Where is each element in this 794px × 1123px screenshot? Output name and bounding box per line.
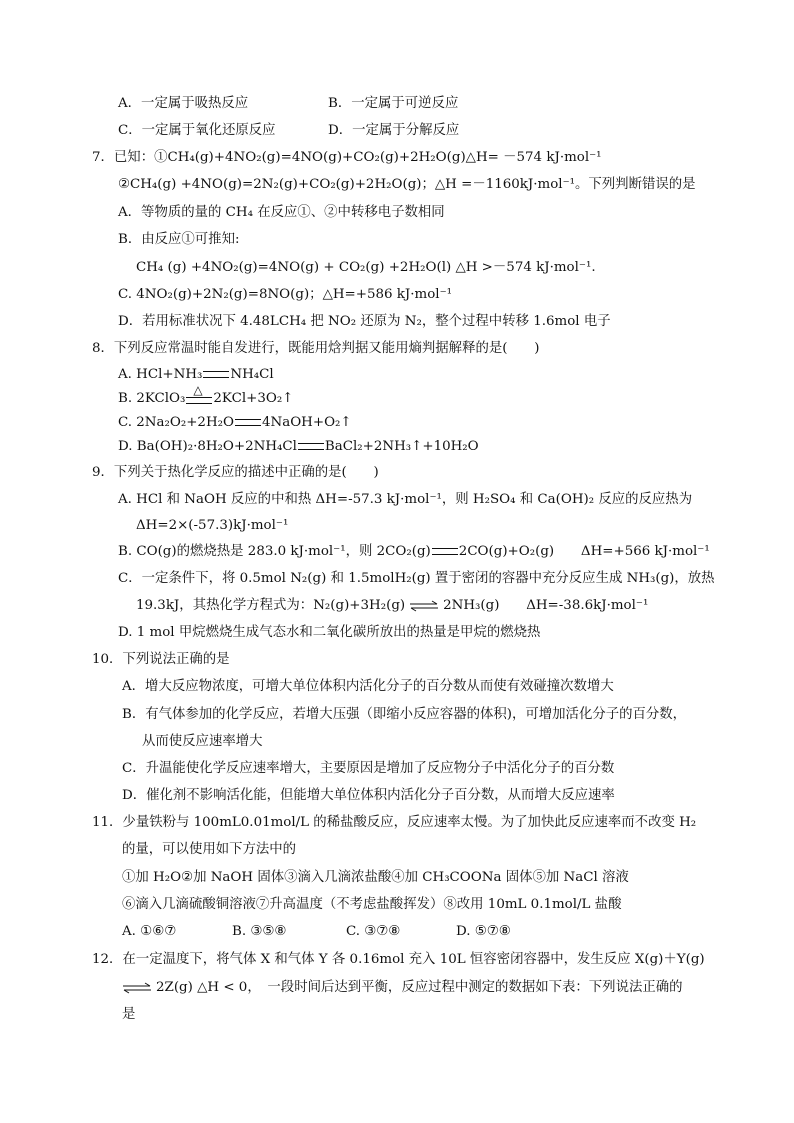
q11-stem: 11．少量铁粉与 100mL0.01mol/L 的稀盐酸反应，反应速率太慢。为了加快此反应速率而不改变 H₂	[92, 815, 697, 830]
q12-stem-2	[122, 979, 683, 997]
q9-option-b-right: 2CO(g)+O₂(g) ΔH=+566 kJ·mol⁻¹	[458, 544, 710, 559]
q8-option-a-left: A. HCl+NH₃	[118, 367, 203, 382]
q12-stem-3: 是	[122, 1007, 136, 1022]
q8-option-d	[118, 438, 479, 456]
q12-stem: 12．在一定温度下，将气体 X 和气体 Y 各 0.16mol 充入 10L 恒容密闭容器中，发生反应 X(g)＋Y(g)	[92, 952, 705, 967]
q11-option-c: C. ③⑦⑧	[346, 924, 401, 939]
q9-option-b	[118, 543, 710, 561]
heat-symbol: △	[193, 383, 203, 397]
equals-sign-icon	[298, 443, 324, 450]
q8-option-c-left: C. 2Na₂O₂+2H₂O	[118, 415, 234, 430]
q10-option-b-2: 从而使反应速率增大	[142, 734, 263, 749]
q9-option-c: C．一定条件下，将 0.5mol N₂(g) 和 1.5molH₂(g) 置于密闭的容器中充分反应生成 NH₃(g)，放热	[118, 571, 715, 586]
q6-option-d: D．一定属于分解反应	[328, 123, 460, 138]
q9-stem: 9．下列关于热化学反应的描述中正确的是( )	[92, 465, 379, 480]
q9-option-a: A. HCl 和 NaOH 反应的中和热 ΔH=-57.3 kJ·mol⁻¹，则 H₂SO₄ 和 Ca(OH)₂ 反应的反应热为	[118, 492, 693, 507]
q7-option-b: B．由反应①可推知:	[118, 232, 240, 247]
reversible-arrow-icon	[122, 982, 152, 994]
q9-option-c-2	[136, 597, 648, 615]
q7-option-b-equation: CH₄ (g) +4NO₂(g)=4NO(g) + CO₂(g) +2H₂O(l) △H >－574 kJ·mol⁻¹.	[136, 260, 596, 275]
q8-option-a-right: NH₄Cl	[230, 367, 274, 382]
q6-option-a: A．一定属于吸热反应	[118, 96, 249, 111]
q8-stem: 8．下列反应常温时能自发进行，既能用焓判据又能用熵判据解释的是( )	[92, 341, 540, 356]
q9-option-b-left: B. CO(g)的燃烧热是 283.0 kJ·mol⁻¹，则 2CO₂(g)	[118, 544, 431, 559]
q8-option-b-right: 2KCl+3O₂↑	[213, 391, 294, 406]
q10-option-b: B．有气体参加的化学反应，若增大压强（即缩小反应容器的体积)，可增加活化分子的百分数，	[122, 707, 687, 722]
q9-option-d: D. 1 mol 甲烷燃烧生成气态水和二氧化碳所放出的热量是甲烷的燃烧热	[118, 625, 541, 640]
q8-option-b-left: B. 2KClO₃	[118, 391, 186, 406]
q11-option-b: B. ③⑤⑧	[232, 924, 287, 939]
q11-option-d: D. ⑤⑦⑧	[456, 924, 511, 939]
q7-option-a: A．等物质的量的 CH₄ 在反应①、②中转移电子数相同	[118, 205, 445, 220]
q9-option-c-2-right: 2NH₃(g) ΔH=-38.6kJ·mol⁻¹	[443, 598, 649, 613]
equals-sign-icon	[186, 397, 212, 404]
q11-choices-line-1: ①加 H₂O②加 NaOH 固体③滴入几滴浓盐酸④加 CH₃COONa 固体⑤加 NaCl 溶液	[122, 870, 629, 885]
q10-option-d: D．催化剂不影响活化能，但能增大单位体积内活化分子百分数，从而增大反应速率	[122, 788, 615, 803]
q7-stem: 7．已知：①CH₄(g)+4NO₂(g)=4NO(g)+CO₂(g)+2H₂O(g)△H= －574 kJ·mol⁻¹	[92, 150, 602, 165]
q11-choices-line-2: ⑥滴入几滴硫酸铜溶液⑦升高温度（不考虑盐酸挥发）⑧改用 10mL 0.1mol/L 盐酸	[122, 897, 622, 912]
q11-option-a: A. ①⑥⑦	[122, 924, 177, 939]
q7-option-c: C. 4NO₂(g)+2N₂(g)=8NO(g)；△H=+586 kJ·mol⁻¹	[118, 287, 453, 302]
q8-option-d-left: D. Ba(OH)₂·8H₂O+2NH₄Cl	[118, 439, 297, 454]
reversible-arrow-icon	[409, 600, 439, 612]
q9-option-c-2-left: 19.3kJ，其热化学方程式为：N₂(g)+3H₂(g)	[136, 598, 406, 613]
q10-option-a: A．增大反应物浓度，可增大单位体积内活化分子的百分数从而使有效碰撞次数增大	[122, 679, 614, 694]
q8-option-b	[118, 383, 294, 408]
q8-option-c	[118, 414, 352, 432]
q8-option-c-right: 4NaOH+O₂↑	[261, 415, 352, 430]
equals-sign-icon	[203, 371, 229, 378]
q9-option-a-2: ΔH=2×(-57.3)kJ·mol⁻¹	[136, 518, 289, 533]
q11-stem-2: 的量，可以使用如下方法中的	[122, 842, 297, 857]
q8-option-d-right: BaCl₂+2NH₃↑+10H₂O	[324, 439, 479, 454]
q7-option-d: D．若用标准状况下 4.48LCH₄ 把 NO₂ 还原为 N₂，整个过程中转移 1.6mol 电子	[118, 314, 611, 329]
q7-stem-2: ②CH₄(g) +4NO(g)=2N₂(g)+CO₂(g)+2H₂O(g)；△H =－1160kJ·mol⁻¹。下列判断错误的是	[118, 177, 696, 192]
q6-option-c: C．一定属于氧化还原反应	[118, 123, 276, 138]
equals-sign-icon	[235, 419, 261, 426]
q10-option-c: C．升温能使化学反应速率增大，主要原因是增加了反应物分子中活化分子的百分数	[122, 761, 615, 776]
q6-option-b: B．一定属于可逆反应	[328, 96, 459, 111]
equals-sign-icon	[432, 548, 458, 555]
q10-stem: 10．下列说法正确的是	[92, 652, 230, 667]
q12-stem-2-text: 2Z(g) △H < 0， 一段时间后达到平衡，反应过程中测定的数据如下表：下列说法正确的	[156, 980, 683, 995]
